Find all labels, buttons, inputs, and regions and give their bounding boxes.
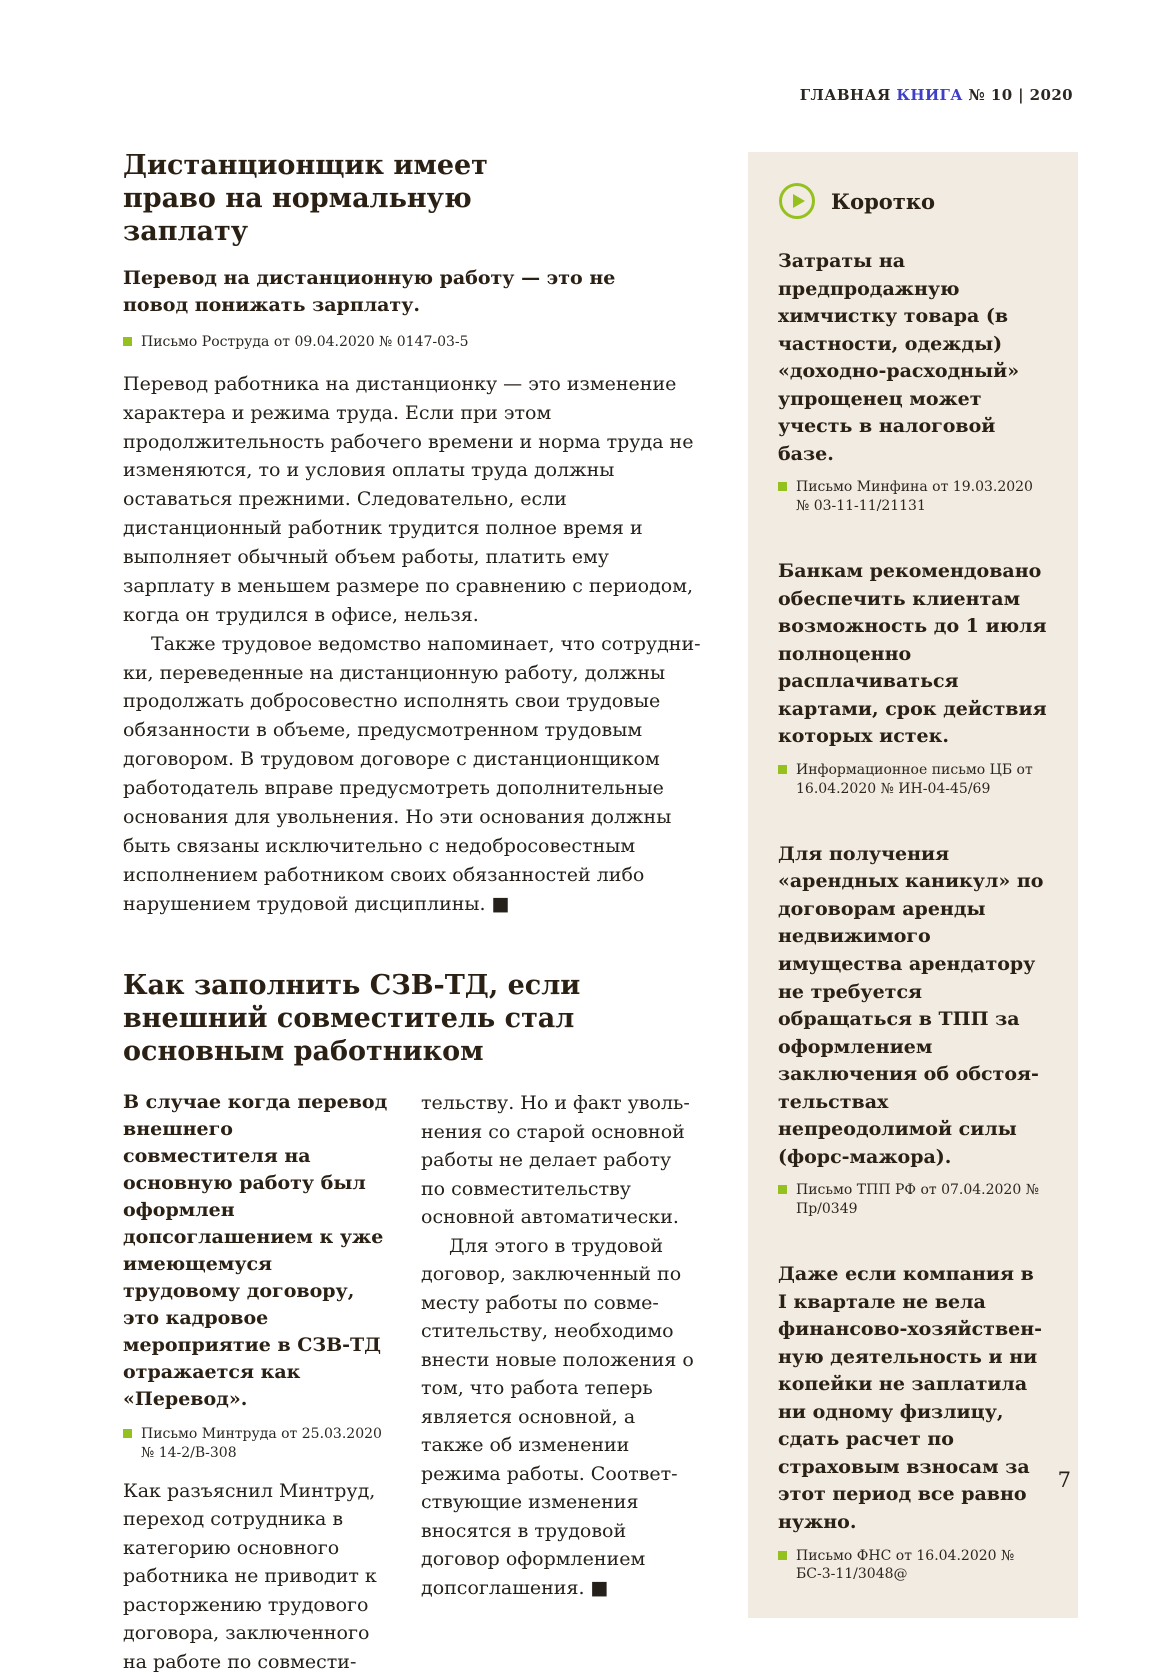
square-bullet-icon [778,1551,787,1560]
square-bullet-icon [778,1185,787,1194]
play-icon [778,182,816,220]
square-bullet-icon [778,765,787,774]
source-text: Письмо ФНС от 16.04.2020 № БС-3-11/3048@ [796,1547,1015,1583]
two-column-layout [123,1089,701,1676]
sidebar-korotko [748,152,1078,1618]
source-reference [123,1425,389,1463]
paragraph: тельству. Но и факт увольнения со старой основной работы не делает работу по совместительству основной автоматически. [421,1092,690,1229]
article-title: Как заполнить СЗВ-ТД, если внешний совместитель стал основным работником [123,970,581,1068]
article-lead: Перевод на дистанционную работу — это не повод понижать зарплату. [123,266,616,317]
magazine-title-part2: КНИГА [896,86,963,104]
news-item [778,841,1048,1219]
main-content [123,150,701,1676]
page-number: 7 [1057,1468,1071,1492]
article-remote-work [123,150,701,918]
news-text: Для получения «арендных каникул» по договорам аренды недвижимого имущества арендатору не требуется обращаться в ТПП за оформлением заключения об обстоятельствах непреодолимой силы (форс-мажора). [778,842,1044,1168]
square-bullet-icon [778,482,787,491]
source-text: Письмо Минтруда от 25.03.2020 № 14-2/В-308 [141,1425,382,1461]
column-right [421,1089,701,1676]
source-text: Письмо Роструда от 09.04.2020 № 0147-03-5 [141,333,469,350]
source-text: Информационное письмо ЦБ от 16.04.2020 № ИН-04-45/69 [796,761,1033,797]
article-szv-td [123,970,701,1676]
news-text: Даже если компания в I квартале не вела финансово-хозяйственную деятельность и ни копейки не заплатила ни одному физлицу, сдать расчет по страховым взносам за этот период все равно нужно. [778,1263,1043,1534]
news-text: Затраты на предпродажную химчистку товара (в частности, одежды) «доходно-расходный» упрощенец может учесть в налоговой базе. [778,250,1020,465]
column-left [123,1089,389,1676]
paragraph: Также трудовое ведомство напоминает, что сотрудники, переведенные на дистанционную работу, должны продолжать добросовестно исполнять свои трудовые обязанности в объеме, предусмотренном трудовым договором. В трудовом договоре с дистанционщиком работодатель вправе предусмотреть дополнительные основания для увольнения. Но эти основания должны быть связаны исключительно с недобросовестным исполнением работником своих обязанностей либо нарушением трудовой дисциплины. ■ [123,632,701,915]
paragraph: Перевод работника на дистанционку — это изменение характера и режима труда. Если при этом продолжительность рабочего времени и норма труда не изменяются, то и условия оплаты труда должны оставаться прежними. Следовательно, если дистанционный работник трудится полное время и выполняет обычный объем работы, платить ему зарплату в меньшем размере по сравнению с периодом, когда он трудился в офисе, нельзя. [123,372,694,626]
news-item [778,1261,1048,1584]
sidebar-header [778,182,1048,220]
news-text: Банкам рекомендовано обеспечить клиентам возможность до 1 июля полноценно расплачиваться картами, срок действия которых истек. [778,560,1047,748]
sidebar-title: Коротко [831,188,935,214]
square-bullet-icon [123,337,132,346]
source-reference [778,478,1048,516]
article-lead: В случае когда перевод внешнего совместителя на основную работу был оформлен допсоглашением к уже имеющемуся трудовому договору, это кадровое мероприятие в СЗВ-ТД отражается как «Перевод». [123,1091,388,1410]
paragraph: Для этого в трудовой договор, заключенный по месту работы по совместительству, необходимо внести новые положения о том, что работа теперь является основной, а также об изменении режима работы. Соответствующие изменения вносятся в трудовой договор оформлением допсоглашения. ■ [421,1234,694,1599]
square-bullet-icon [123,1429,132,1438]
paragraph: Как разъяснил Минтруд, переход сотрудника в категорию основного работника не приводит к расторжению трудового договора, заключенного на работе по совмести- [123,1479,377,1673]
article-title: Дистанционщик имеет право на нормальную заплату [123,150,488,247]
magazine-title-part1: ГЛАВНАЯ [799,86,891,104]
source-reference [123,333,701,352]
news-item [778,248,1048,516]
news-item [778,558,1048,799]
source-reference [778,1181,1048,1219]
source-reference [778,1547,1048,1585]
source-reference [778,761,1048,799]
source-text: Письмо Минфина от 19.03.2020 № 03-11-11/21131 [796,479,1033,515]
magazine-issue: № 10 | 2020 [968,86,1073,104]
source-text: Письмо ТПП РФ от 07.04.2020 № Пр/0349 [796,1182,1039,1218]
masthead [800,86,1073,104]
